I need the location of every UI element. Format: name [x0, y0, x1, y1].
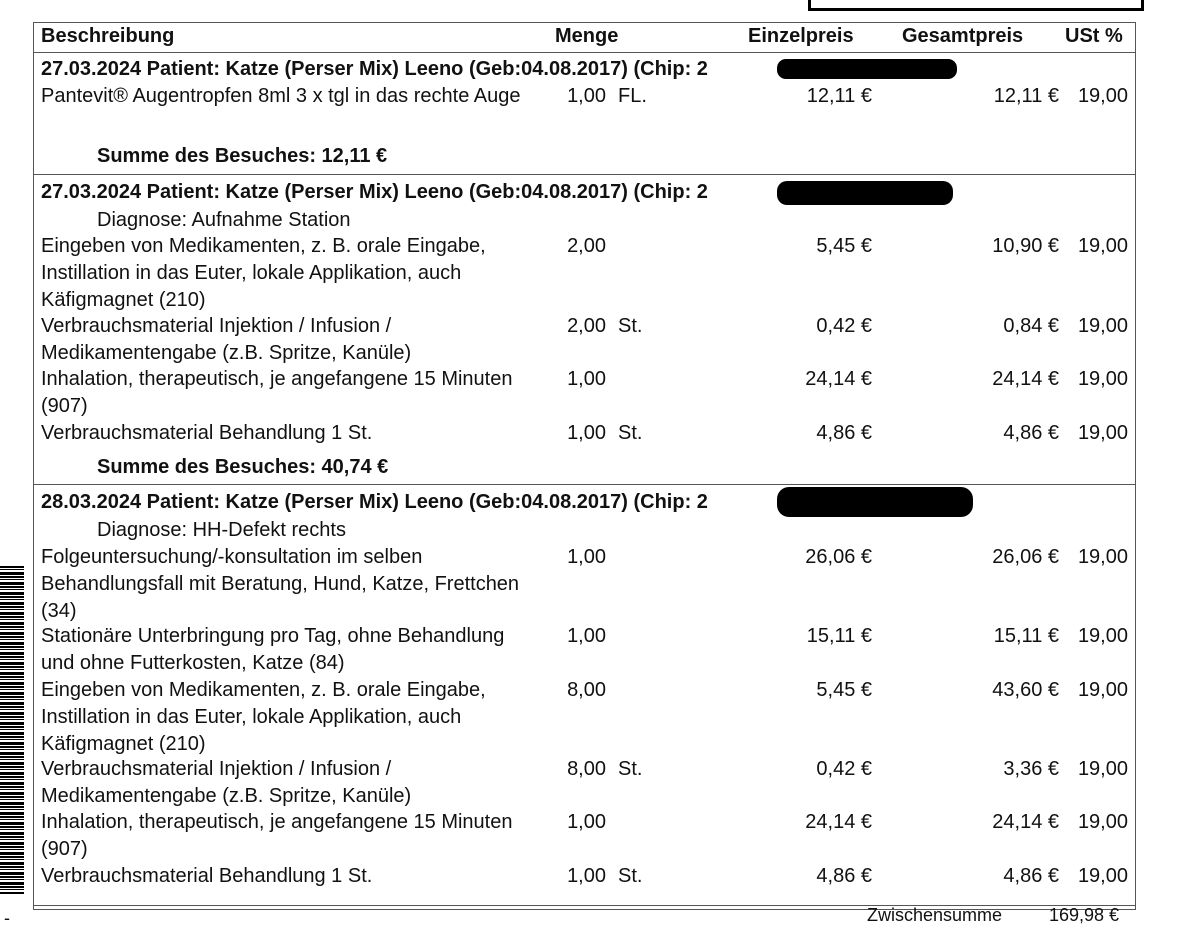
- visit-header: 27.03.2024 Patient: Katze (Perser Mix) Leeno (Geb:04.08.2017) (Chip: 2: [41, 58, 708, 80]
- col-einzelpreis: Einzelpreis: [748, 25, 854, 47]
- item-unit: FL.: [618, 85, 647, 107]
- item-total-price: 12,11 €: [993, 85, 1059, 107]
- item-total-price: 10,90 €: [992, 235, 1059, 257]
- item-vat: 19,00: [1077, 422, 1128, 444]
- item-unit-price: 5,45 €: [816, 679, 872, 701]
- col-gesamtpreis: Gesamtpreis: [902, 25, 1024, 47]
- subtotal-value: 169,98 €: [1049, 905, 1120, 925]
- item-description: Inhalation, therapeutisch, je angefangene 15 Minuten (907): [41, 368, 513, 417]
- item-total-price: 24,14 €: [992, 368, 1059, 390]
- item-total-price: 4,86 €: [1003, 865, 1059, 887]
- item-quantity: 1,00: [567, 422, 606, 444]
- item-unit-price: 26,06 €: [805, 546, 872, 568]
- barcode-image: [0, 566, 24, 894]
- item-quantity: 1,00: [567, 865, 606, 887]
- visit-sum: Summe des Besuches: 40,74 €: [97, 456, 389, 478]
- item-vat: 19,00: [1077, 811, 1128, 833]
- item-unit-price: 0,42 €: [816, 315, 872, 337]
- item-vat: 19,00: [1077, 865, 1128, 887]
- item-description: Verbrauchsmaterial Injektion / Infusion / Medikamentengabe (z.B. Spritze, Kanüle): [41, 758, 412, 807]
- item-total-price: 0,84 €: [1003, 315, 1059, 337]
- col-ust: USt %: [1065, 25, 1123, 47]
- item-quantity: 1,00: [567, 625, 606, 647]
- item-unit-price: 24,14 €: [805, 811, 872, 833]
- subtotal-row: [34, 905, 1135, 928]
- visit-sum: Summe des Besuches: 12,11 €: [97, 145, 388, 167]
- item-unit-price: 24,14 €: [805, 368, 872, 390]
- item-quantity: 1,00: [567, 546, 606, 568]
- item-vat: 19,00: [1077, 546, 1128, 568]
- item-total-price: 26,06 €: [992, 546, 1059, 568]
- item-vat: 19,00: [1077, 235, 1128, 257]
- item-unit: St.: [618, 422, 643, 444]
- item-unit-price: 12,11 €: [806, 85, 872, 107]
- item-unit: St.: [618, 865, 643, 887]
- item-unit-price: 0,42 €: [816, 758, 872, 780]
- item-unit-price: 4,86 €: [816, 422, 872, 444]
- item-unit-price: 15,11 €: [806, 625, 872, 647]
- item-total-price: 24,14 €: [992, 811, 1059, 833]
- item-quantity: 2,00: [567, 315, 606, 337]
- item-unit-price: 4,86 €: [816, 865, 872, 887]
- item-vat: 19,00: [1077, 368, 1128, 390]
- visit-section: [34, 52, 1135, 174]
- item-total-price: 43,60 €: [992, 679, 1059, 701]
- visit-header: 27.03.2024 Patient: Katze (Perser Mix) Leeno (Geb:04.08.2017) (Chip: 2: [41, 181, 708, 203]
- item-description: Verbrauchsmaterial Injektion / Infusion / Medikamentengabe (z.B. Spritze, Kanüle): [41, 315, 412, 364]
- item-total-price: 3,36 €: [1003, 758, 1059, 780]
- margin-mark: -: [4, 908, 10, 928]
- item-vat: 19,00: [1077, 315, 1128, 337]
- item-quantity: 1,00: [567, 85, 606, 107]
- subtotal-label: Zwischensumme: [867, 905, 1003, 925]
- item-description: Stationäre Unterbringung pro Tag, ohne Behandlung und ohne Futterkosten, Katze (84): [41, 625, 505, 674]
- item-unit: St.: [618, 758, 643, 780]
- col-menge: Menge: [555, 25, 619, 47]
- visit-header: 28.03.2024 Patient: Katze (Perser Mix) Leeno (Geb:04.08.2017) (Chip: 2: [41, 491, 708, 513]
- redaction-mark: [777, 181, 953, 205]
- col-beschreibung: Beschreibung: [41, 25, 175, 47]
- table-header: [34, 23, 1135, 53]
- redaction-mark: [777, 59, 957, 79]
- item-description: Eingeben von Medikamenten, z. B. orale Eingabe, Instillation in das Euter, lokale Applikation, auch Käfigmagnet (210): [41, 235, 486, 311]
- item-total-price: 15,11 €: [993, 625, 1059, 647]
- diagnosis: Diagnose: HH-Defekt rechts: [97, 519, 346, 541]
- item-quantity: 8,00: [567, 679, 606, 701]
- item-description: Inhalation, therapeutisch, je angefangene 15 Minuten (907): [41, 811, 513, 860]
- item-quantity: 8,00: [567, 758, 606, 780]
- item-unit: St.: [618, 315, 643, 337]
- item-description: Verbrauchsmaterial Behandlung 1 St.: [41, 422, 373, 444]
- diagnosis: Diagnose: Aufnahme Station: [97, 209, 351, 231]
- item-quantity: 1,00: [567, 811, 606, 833]
- item-vat: 19,00: [1077, 625, 1128, 647]
- item-description: Eingeben von Medikamenten, z. B. orale Eingabe, Instillation in das Euter, lokale Applikation, auch Käfigmagnet (210): [41, 679, 486, 755]
- item-unit-price: 5,45 €: [816, 235, 872, 257]
- top-frame: [808, 0, 1144, 11]
- invoice-table: [33, 22, 1136, 925]
- visit-section: [34, 174, 1135, 485]
- item-vat: 19,00: [1077, 85, 1128, 107]
- item-vat: 19,00: [1077, 758, 1128, 780]
- item-quantity: 1,00: [567, 368, 606, 390]
- item-vat: 19,00: [1077, 679, 1128, 701]
- item-description: Verbrauchsmaterial Behandlung 1 St.: [41, 865, 373, 887]
- item-quantity: 2,00: [567, 235, 606, 257]
- item-description: Folgeuntersuchung/-konsultation im selben Behandlungsfall mit Beratung, Hund, Katze, Frettchen (34): [41, 546, 520, 622]
- item-total-price: 4,86 €: [1003, 422, 1059, 444]
- redaction-mark: [777, 487, 973, 517]
- item-description: Pantevit® Augentropfen 8ml 3 x tgl in das rechte Auge: [41, 85, 521, 107]
- visit-section: [34, 484, 1135, 906]
